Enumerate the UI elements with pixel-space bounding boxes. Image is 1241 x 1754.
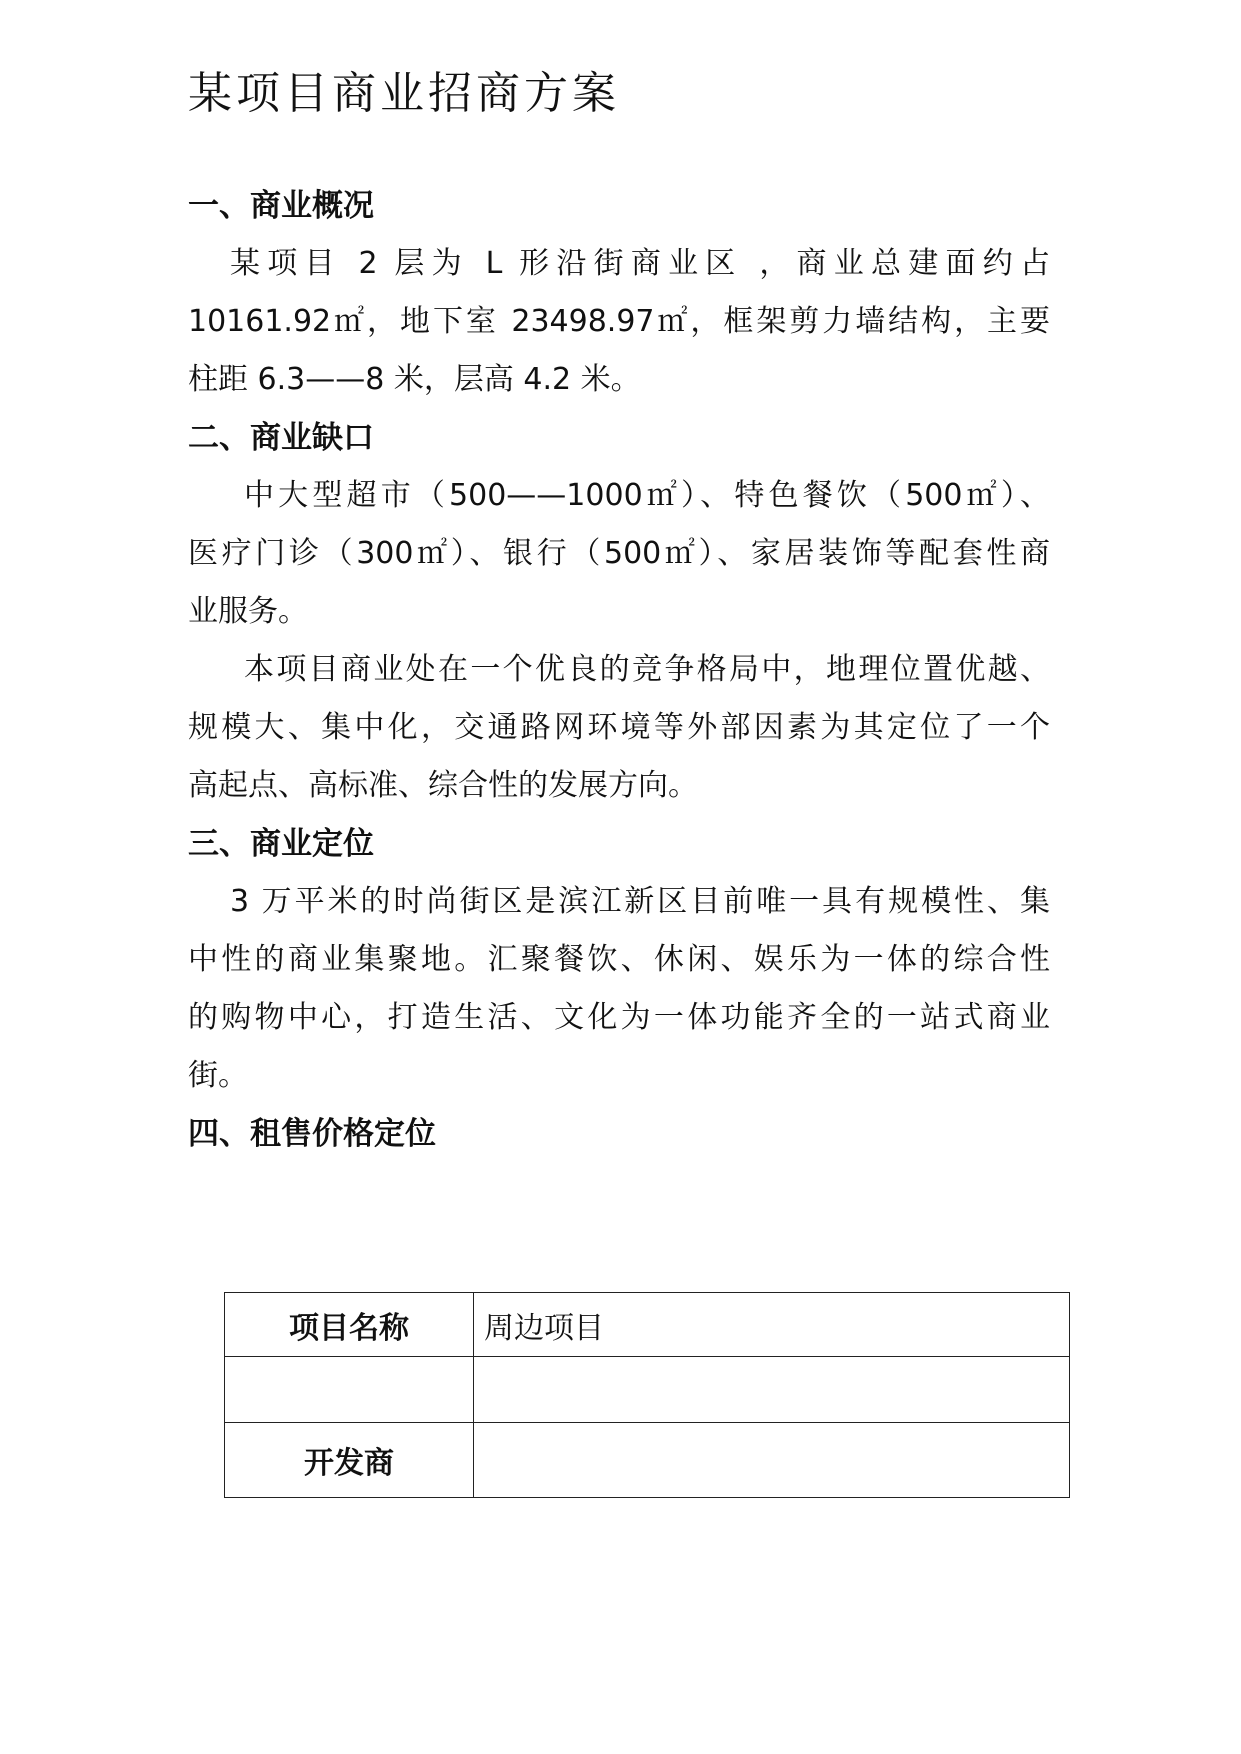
document-title: 某项目商业招商方案 bbox=[188, 68, 620, 119]
paragraph-line: 业服务。 bbox=[188, 594, 308, 629]
paragraph-line: 中大型超市（500——1000㎡）、特色餐饮（500㎡）、 bbox=[244, 478, 1050, 513]
paragraph-line: 高起点、高标准、综合性的发展方向。 bbox=[188, 768, 698, 803]
table-cell: 周边项目 bbox=[474, 1293, 1070, 1357]
paragraph-line: 本项目商业处在一个优良的竞争格局中，地理位置优越、 bbox=[244, 652, 1050, 687]
paragraph-line: 规模大、集中化，交通路网环境等外部因素为其定位了一个 bbox=[188, 710, 1050, 745]
table-cell bbox=[474, 1423, 1070, 1498]
pricing-table bbox=[224, 1292, 1070, 1498]
table-cell: 项目名称 bbox=[225, 1293, 474, 1357]
paragraph-line: 的购物中心，打造生活、文化为一体功能齐全的一站式商业 bbox=[188, 1000, 1050, 1035]
table-row bbox=[225, 1293, 1070, 1357]
paragraph-line: 医疗门诊（300㎡）、银行（500㎡）、家居装饰等配套性商 bbox=[188, 536, 1050, 571]
paragraph-line: 柱距 6.3——8 米，层高 4.2 米。 bbox=[188, 362, 641, 397]
section-heading-overview: 一、商业概况 bbox=[188, 188, 374, 224]
table-cell: 开发商 bbox=[225, 1423, 474, 1498]
table-cell bbox=[225, 1357, 474, 1423]
paragraph-line: 某项目 2 层为 L 形沿街商业区 ，商业总建面约占 bbox=[230, 246, 1050, 281]
paragraph-line: 中性的商业集聚地。汇聚餐饮、休闲、娱乐为一体的综合性 bbox=[188, 942, 1050, 977]
table-row bbox=[225, 1357, 1070, 1423]
table-cell bbox=[474, 1357, 1070, 1423]
section-heading-pricing: 四、租售价格定位 bbox=[188, 1116, 436, 1152]
section-heading-gap: 二、商业缺口 bbox=[188, 420, 374, 456]
paragraph-line: 街。 bbox=[188, 1058, 248, 1093]
paragraph-line: 3 万平米的时尚街区是滨江新区目前唯一具有规模性、集 bbox=[230, 884, 1050, 919]
table-row bbox=[225, 1423, 1070, 1498]
paragraph-line: 10161.92㎡，地下室 23498.97㎡，框架剪力墙结构，主要 bbox=[188, 304, 1050, 339]
section-heading-positioning: 三、商业定位 bbox=[188, 826, 374, 862]
